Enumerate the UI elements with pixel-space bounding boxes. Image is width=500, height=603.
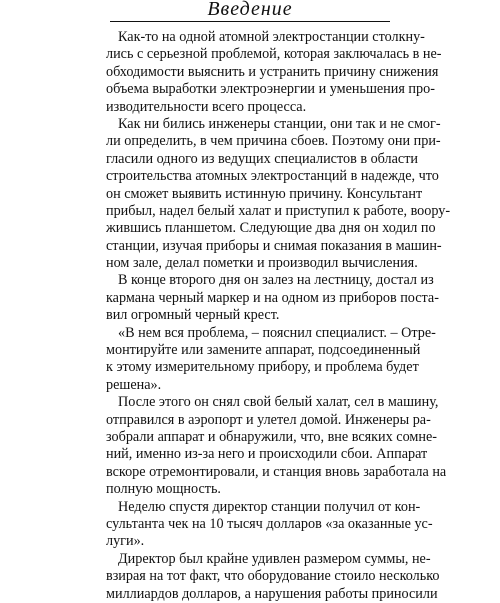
text-line: взирая на тот факт, что оборудование стоило несколько (106, 568, 440, 585)
text-line: строительства атомных электростанций в надежде, что (106, 168, 439, 185)
header-rule (110, 21, 390, 22)
text-line: сультанта чек на 10 тысяч долларов «за оказанные ус- (106, 515, 433, 532)
text-line: Как-то на одной атомной электростанции столкну- (118, 29, 425, 45)
text-line: объема выработки электроэнергии и уменьшения про- (106, 81, 435, 98)
text-line: ний, именно из-за него и происходили сбои. Аппарат (106, 446, 428, 463)
running-header (110, 0, 390, 22)
text-line: вил огромный черный крест. (106, 307, 280, 324)
text-line: монтируйте или замените аппарат, подсоединенный (106, 342, 421, 359)
text-line: к этому измерительному прибору, и проблема будет (106, 359, 419, 376)
text-line: изводительности всего процесса. (106, 98, 307, 115)
chapter-title: Введение (207, 0, 293, 20)
text-line: ли определить, в чем причина сбоев. Поэтому они при- (106, 133, 441, 150)
paragraph (106, 550, 440, 603)
text-line: Неделю спустя директор станции получил от кон- (118, 498, 421, 515)
text-line: Как ни бились инженеры станции, они так и не смог- (118, 115, 441, 132)
text-line: он сможет выявить истинную причину. Консультант (106, 185, 423, 202)
paragraph (106, 115, 451, 273)
text-line: обходимости выяснить и устранить причину снижения (106, 63, 439, 80)
text-line: решена». (106, 376, 162, 393)
text-line: кармана черный маркер и на одном из приборов поста- (106, 289, 439, 306)
text-line: «В нем вся проблема, – пояснил специалист. – Отре- (118, 324, 436, 341)
paragraph (106, 272, 439, 324)
text-line: отправился в аэропорт и улетел домой. Инженеры ра- (106, 411, 431, 428)
paragraph (106, 324, 436, 395)
paragraph (106, 498, 433, 551)
text-line: жившись планшетом. Следующие два дня он ходил по (106, 220, 436, 237)
text-line: зобрали аппарат и обнаружили, что, вне всяких сомне- (106, 428, 437, 445)
text-line: миллиардов долларов, а нарушения работы приносили (106, 585, 438, 602)
text-line: гласили одного из ведущих специалистов в области (106, 150, 419, 167)
text-line: Директор был крайне удивлен размером суммы, не- (118, 550, 431, 567)
paragraph (106, 29, 442, 116)
text-line: ном зале, делал пометки и производил вычисления. (106, 255, 418, 272)
text-line: лись с серьезной проблемой, которая заключалась в не- (106, 46, 442, 63)
text-line: В конце второго дня он залез на лестницу, достал из (118, 272, 434, 289)
text-line: вскоре отремонтировали, и станция вновь заработала на (106, 463, 447, 480)
text-line: луги». (106, 533, 145, 550)
paragraph (106, 394, 447, 498)
text-line: После этого он снял свой белый халат, сел в машину, (118, 394, 439, 411)
text-line: полную мощность. (106, 481, 221, 498)
body-text (106, 29, 451, 603)
text-line: прибыл, надел белый халат и приступил к работе, воору- (106, 202, 451, 219)
text-line: станции, изучая приборы и снимая показания в машин- (106, 237, 442, 254)
